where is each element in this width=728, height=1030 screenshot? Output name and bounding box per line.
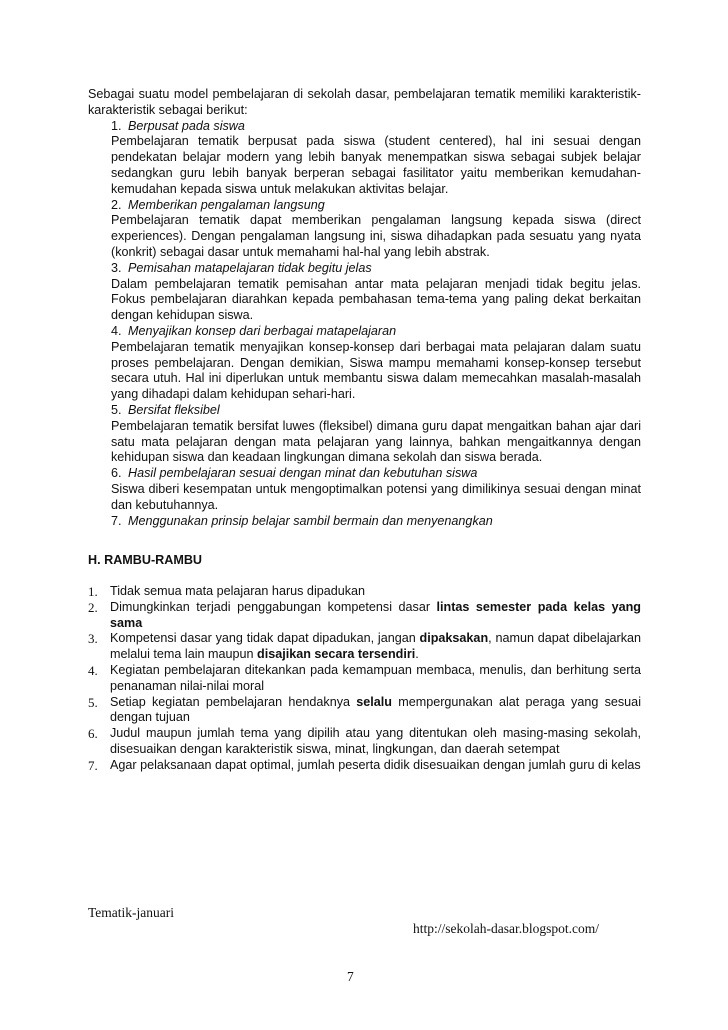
feature-title: Pemisahan matapelajaran tidak begitu jelas: [128, 260, 372, 275]
feature-body: Pembelajaran tematik menyajikan konsep-konsep dari berbagai mata pelajaran dalam suatu proses pembelajaran. Dengan demikian, Siswa mampu memahami konsep-konsep tersebut secara utuh. Hal ini diperlukan untuk membantu siswa dalam memecahkan masalah-masalah yang dihadapi dalam kehidupan sehari-hari.: [111, 339, 641, 402]
rule-text: Agar pelaksanaan dapat optimal, jumlah peserta didik disesuaikan dengan jumlah guru di kelas: [110, 757, 641, 772]
feature-title: Menyajikan konsep dari berbagai matapelajaran: [128, 323, 397, 338]
rule-text-bold: selalu: [356, 694, 392, 709]
rule-text-bold: dipaksakan: [419, 631, 489, 646]
feature-number: 2.: [111, 197, 122, 212]
rule-item-1: [88, 584, 641, 600]
rule-text-plain: Setiap kegiatan pembelajaran hendaknya: [110, 694, 357, 709]
feature-body: Pembelajaran tematik berpusat pada siswa (student centered), hal ini sesuai dengan pendekatan belajar modern yang lebih banyak menempatkan siswa sebagai subjek belajar sedangkan guru lebih banyak berperan sebagai fasilitator yaitu memberikan kemudahan-kemudahan kepada siswa untuk melakukan aktivitas belajar.: [111, 134, 641, 196]
rule-text-bold: disajikan secara tersendiri: [257, 647, 416, 662]
section-title: H. RAMBU-RAMBU: [88, 553, 203, 567]
feature-number: 7.: [111, 513, 122, 528]
feature-item-5: [111, 403, 641, 466]
rule-item-3: [88, 631, 641, 663]
rule-text-plain: , namun dapat dibelajarkan melalui tema lain maupun: [110, 631, 641, 662]
rule-text: [110, 631, 641, 663]
rules-list: [88, 584, 641, 774]
rule-text-plain: Dimungkinkan terjadi penggabungan kompetensi dasar: [110, 599, 437, 614]
rule-text: [110, 695, 641, 727]
rule-number: 1.: [88, 584, 98, 599]
feature-item-4: [111, 324, 641, 403]
feature-body: Pembelajaran tematik dapat memberikan pengalaman langsung kepada siswa (direct experiences). Dengan pengalaman langsung ini, siswa dihadapkan pada sesuatu yang nyata (konkrit) sebagai dasar untuk memahami hal-hal yang lebih abstrak.: [111, 213, 641, 259]
rule-text: [110, 600, 641, 632]
rule-text: Judul maupun jumlah tema yang dipilih atau yang ditentukan oleh masing-masing sekolah, disesuaikan dengan karakteristik siswa, minat, lingkungan, dan daerah setempat: [110, 726, 641, 756]
feature-item-1: [111, 119, 641, 198]
feature-item-2: [111, 198, 641, 261]
rule-text: Kegiatan pembelajaran ditekankan pada kemampuan membaca, menulis, dan berhitung serta penanaman nilai-nilai moral: [110, 662, 641, 693]
rule-number: 5.: [88, 694, 98, 710]
feature-title: Berpusat pada siswa: [128, 118, 245, 133]
rule-number: 6.: [88, 726, 98, 742]
rule-item-7: [88, 758, 641, 774]
page-number: 7: [347, 969, 354, 984]
rule-number: 7.: [88, 757, 98, 773]
feature-number: 5.: [111, 402, 122, 417]
footer-label: Tematik-januari: [88, 905, 175, 920]
feature-body: Siswa diberi kesempatan untuk mengoptimalkan potensi yang dimilikinya sesuai dengan minat dan kebutuhannya.: [111, 481, 641, 512]
feature-number: 1.: [111, 118, 122, 133]
feature-body: Pembelajaran tematik bersifat luwes (fleksibel) dimana guru dapat mengaitkan bahan ajar dari satu mata pelajaran dengan mata pelajaran yang lainnya, bahkan mengaitkannya dengan kehidupan siswa dan keadaan lingkungan dimana sekolah dan siswa berada.: [111, 418, 641, 465]
feature-number: 6.: [111, 466, 122, 481]
rule-item-4: [88, 663, 641, 695]
feature-title: Memberikan pengalaman langsung: [128, 197, 325, 212]
rule-item-2: [88, 600, 641, 632]
rule-text-plain: mempergunakan alat peraga yang sesuai dengan tujuan: [110, 694, 641, 725]
feature-item-7: [111, 514, 641, 530]
feature-item-6: [111, 466, 641, 513]
rule-number: 3.: [88, 631, 98, 647]
rule-text-plain: Kompetensi dasar yang tidak dapat dipadukan, jangan: [110, 631, 420, 646]
rule-text: Tidak semua mata pelajaran harus dipadukan: [110, 584, 366, 598]
characteristics-section: [88, 87, 641, 529]
feature-body: Dalam pembelajaran tematik pemisahan antar mata pelajaran menjadi tidak begitu jelas. Fokus pembelajaran diarahkan kepada pembahasan tema-tema yang paling dekat berkaitan dengan kehidupan siswa.: [111, 276, 641, 323]
footer-url: http://sekolah-dasar.blogspot.com/: [413, 921, 599, 936]
intro-paragraph: Sebagai suatu model pembelajaran di sekolah dasar, pembelajaran tematik memiliki karakteristik-karakteristik sebagai berikut:: [88, 87, 641, 117]
feature-number: 3.: [111, 260, 122, 275]
feature-title: Hasil pembelajaran sesuai dengan minat dan kebutuhan siswa: [128, 466, 478, 481]
rule-number: 2.: [88, 599, 98, 615]
rule-number: 4.: [88, 662, 98, 678]
rule-text-bold: lintas semester pada kelas yang sama: [110, 599, 641, 630]
rule-item-5: [88, 695, 641, 727]
rule-text-plain: .: [415, 647, 419, 662]
feature-number: 4.: [111, 323, 122, 338]
feature-title: Menggunakan prinsip belajar sambil bermain dan menyenangkan: [128, 513, 493, 528]
feature-item-3: [111, 261, 641, 324]
feature-title: Bersifat fleksibel: [128, 402, 220, 417]
rule-item-6: [88, 726, 641, 758]
